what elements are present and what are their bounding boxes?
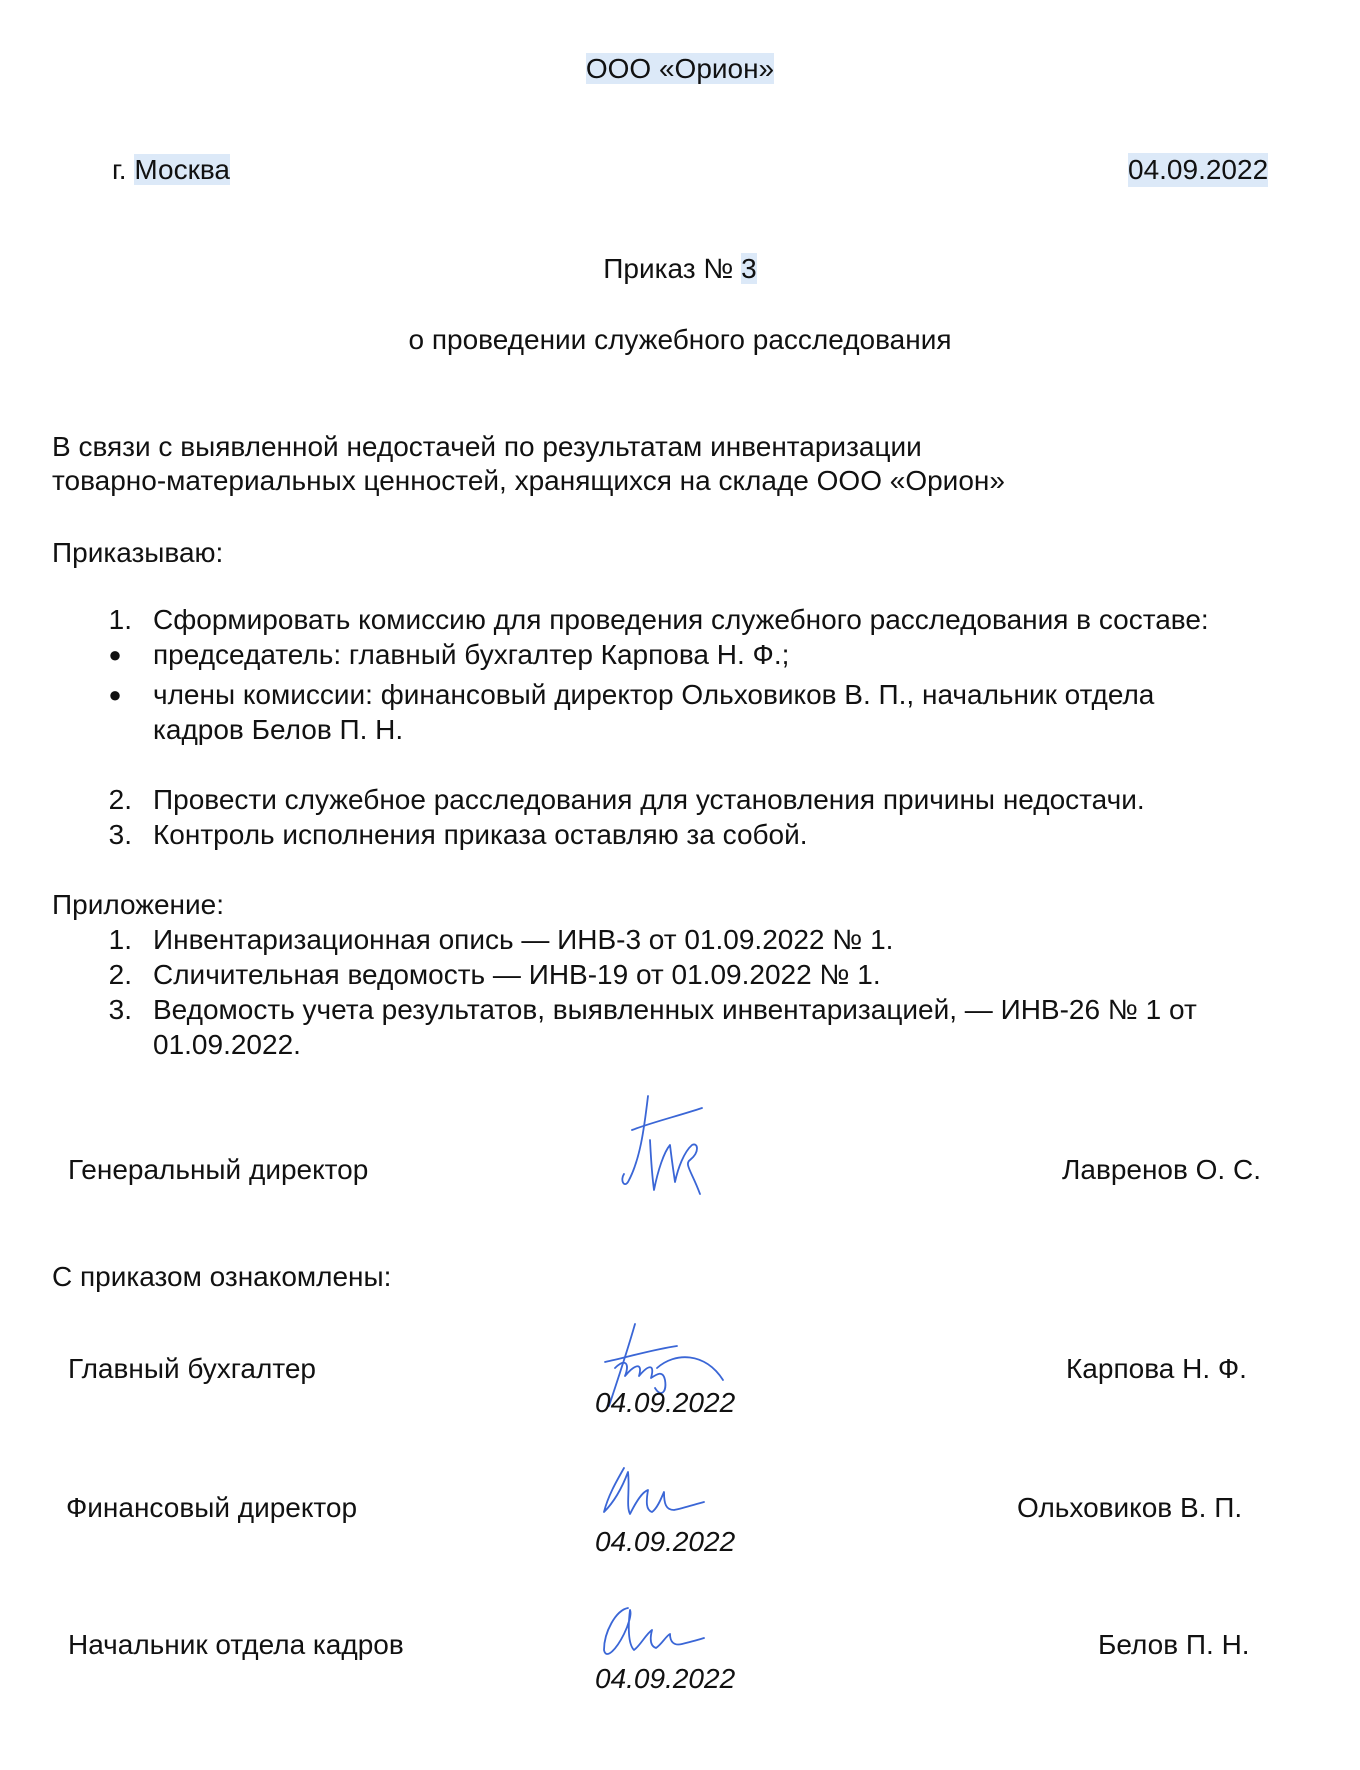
list-text: Сличительная ведомость — ИНВ-19 от 01.09.2022 № 1. [153,959,881,990]
list-text: Контроль исполнения приказа оставляю за собой. [153,819,808,850]
list-number: 3. [108,819,132,850]
signature-icon [600,1462,710,1532]
company-name-text: ООО «Орион» [585,53,775,84]
director-position: Генеральный директор [68,1154,369,1185]
preamble-line-2: товарно-материальных ценностей, хранящихся на складе ООО «Орион» [52,465,1005,496]
list-text-continuation: 01.09.2022. [153,1029,301,1060]
appendix-title: Приложение: [52,889,225,920]
list-text: Провести служебное расследования для установления причины недостачи. [153,784,1145,815]
signatory-name: Белов П. Н. [1098,1629,1250,1660]
order-number: 3 [741,253,757,284]
list-text: Ведомость учета результатов, выявленных инвентаризацией, — ИНВ-26 № 1 от [153,994,1197,1025]
signatory-name: Ольховиков В. П. [1017,1492,1243,1523]
signature-date: 04.09.2022 [595,1526,736,1557]
director-name: Лавренов О. С. [1062,1154,1261,1185]
city-line [112,153,230,187]
signatory-position: Финансовый директор [66,1492,358,1523]
order-title-prefix: Приказ № [603,253,734,284]
list-number: 2. [108,784,132,815]
director-signature-icon [618,1090,708,1200]
document-date: 04.09.2022 [1128,154,1269,185]
list-number: 1. [108,924,132,955]
city: Москва [134,154,230,185]
signature-icon [598,1598,708,1668]
signatory-name: Карпова Н. Ф. [1066,1353,1247,1384]
signature-date: 04.09.2022 [595,1663,736,1694]
order-word: Приказываю: [52,537,224,568]
preamble-line-1: В связи с выявленной недостачей по результатам инвентаризации [52,431,922,462]
bullet-icon: ● [108,682,122,707]
company-name [0,52,1360,86]
acquainted-title: С приказом ознакомлены: [52,1261,392,1292]
bullet-text-continuation: кадров Белов П. Н. [153,714,404,745]
order-subject: о проведении служебного расследования [408,324,952,355]
city-prefix: г. [112,154,127,185]
order-title [0,252,1360,286]
bullet-icon: ● [108,642,122,667]
signatory-position: Главный бухгалтер [68,1353,316,1384]
list-text: Сформировать комиссию для проведения служебного расследования в составе: [153,604,1209,635]
bullet-text: члены комиссии: финансовый директор Ольховиков В. П., начальник отдела [153,679,1155,710]
list-number: 2. [108,959,132,990]
signature-date: 04.09.2022 [595,1387,736,1418]
list-number: 1. [108,604,132,635]
signatory-position: Начальник отдела кадров [68,1629,404,1660]
bullet-text: председатель: главный бухгалтер Карпова Н. Ф.; [153,639,790,670]
list-text: Инвентаризационная опись — ИНВ-3 от 01.09.2022 № 1. [153,924,894,955]
list-number: 3. [108,994,132,1025]
